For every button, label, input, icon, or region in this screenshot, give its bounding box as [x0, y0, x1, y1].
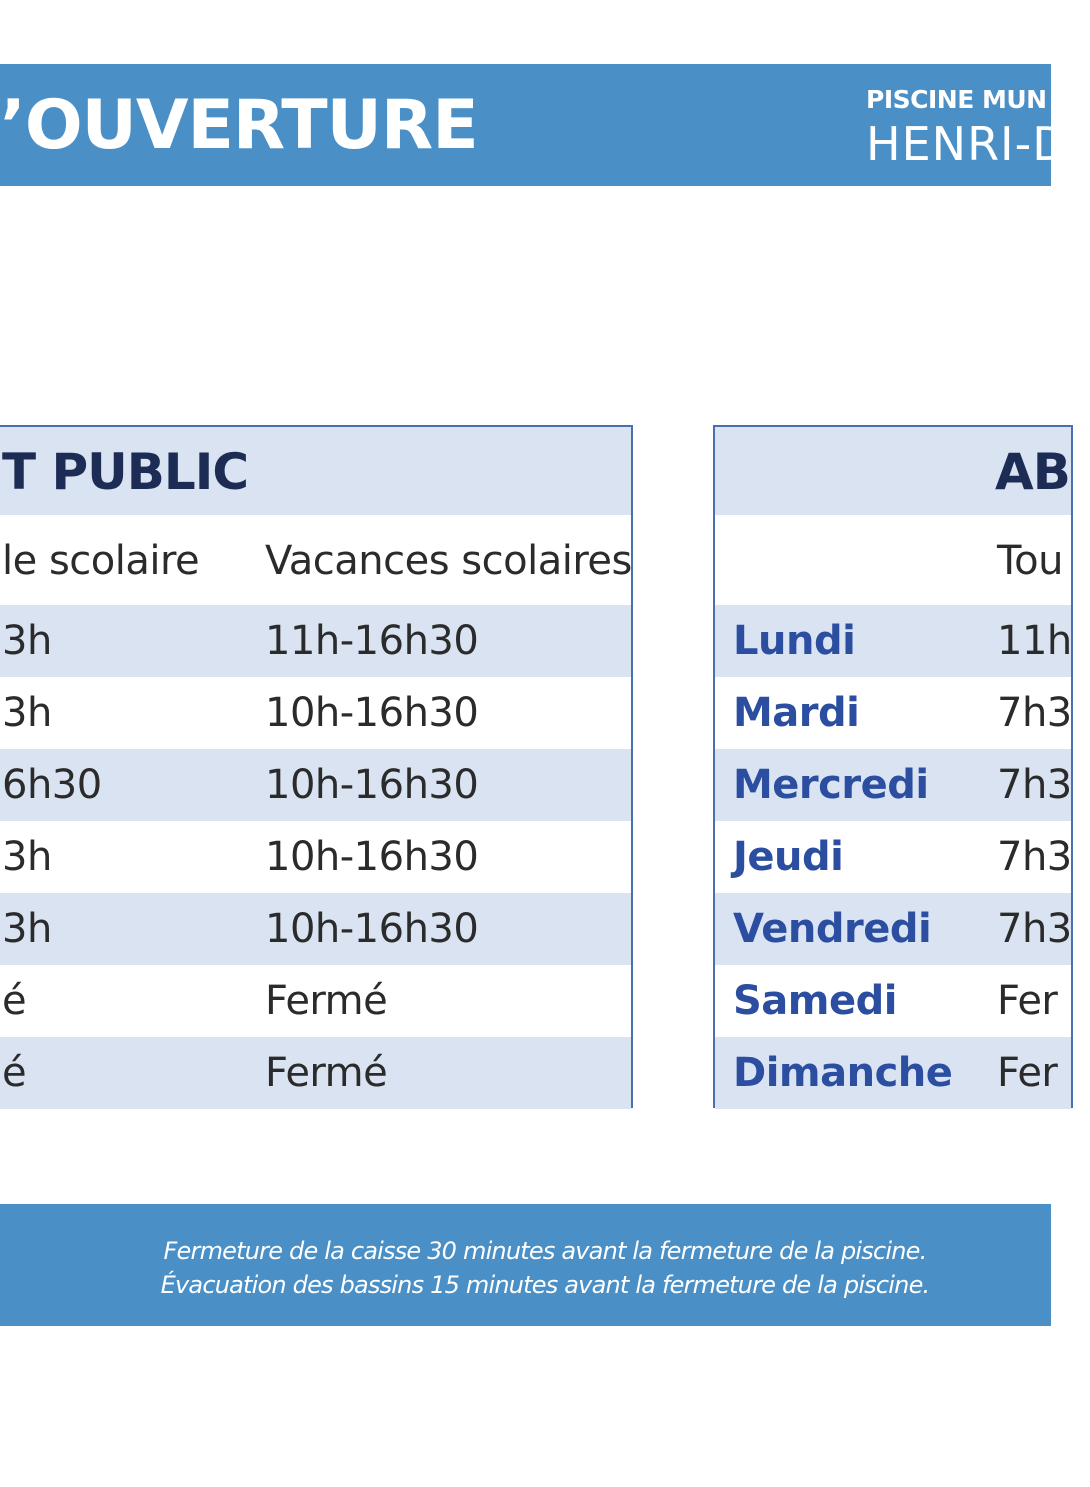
facility-type: PISCINE MUN: [866, 85, 1047, 114]
table-title: AB: [995, 443, 1070, 501]
table-row: [715, 605, 1071, 677]
hours-cell: 7h3: [997, 762, 1072, 808]
vacances-cell: 10h-16h30: [265, 690, 479, 736]
hours-cell: 11h: [997, 618, 1072, 664]
column-headers: [715, 515, 1071, 605]
table-row: [715, 749, 1071, 821]
table-row: [715, 893, 1071, 965]
footer-notice: [0, 1204, 1051, 1326]
column-header-all: Tou: [997, 538, 1063, 584]
footer-note-evacuation: Évacuation des bassins 15 minutes avant la fermeture de la piscine.: [160, 1271, 930, 1299]
page-title: ’OUVERTURE: [0, 86, 478, 165]
day-label: Jeudi: [733, 834, 844, 880]
table-row: [0, 1037, 631, 1109]
table-row: [0, 821, 631, 893]
column-headers: [0, 515, 631, 605]
day-label: Lundi: [733, 618, 856, 664]
period-cell: 6h30: [2, 762, 102, 808]
table-row: [715, 1037, 1071, 1109]
table-row: [715, 677, 1071, 749]
day-label: Mardi: [733, 690, 860, 736]
table-header: [0, 427, 631, 515]
hours-cell: 7h3: [997, 834, 1072, 880]
vacances-cell: 10h-16h30: [265, 906, 479, 952]
table-row: [0, 965, 631, 1037]
period-cell: é: [2, 978, 27, 1024]
day-label: Vendredi: [733, 906, 932, 952]
period-cell: 3h: [2, 834, 52, 880]
public-hours-table: [0, 425, 633, 1108]
hours-cell: 7h3: [997, 690, 1072, 736]
day-label: Dimanche: [733, 1050, 953, 1096]
table-rows: [715, 605, 1071, 1109]
column-header-vacances: Vacances scolaires: [265, 538, 632, 584]
table-row: [0, 749, 631, 821]
hours-cell: 7h3: [997, 906, 1072, 952]
hours-cell: Fer: [997, 978, 1058, 1024]
table-row: [0, 605, 631, 677]
column-header-school-period: le scolaire: [2, 538, 200, 584]
table-rows: [0, 605, 631, 1109]
table-row: [715, 821, 1071, 893]
period-cell: 3h: [2, 906, 52, 952]
vacances-cell: 10h-16h30: [265, 762, 479, 808]
vacances-cell: Fermé: [265, 1050, 388, 1096]
day-label: Samedi: [733, 978, 897, 1024]
table-row: [0, 677, 631, 749]
vacances-cell: 10h-16h30: [265, 834, 479, 880]
vacances-cell: Fermé: [265, 978, 388, 1024]
footer-note-cashier: Fermeture de la caisse 30 minutes avant la fermeture de la piscine.: [163, 1237, 927, 1265]
table-header: [715, 427, 1071, 515]
day-label: Mercredi: [733, 762, 929, 808]
table-row: [0, 893, 631, 965]
period-cell: é: [2, 1050, 27, 1096]
table-title: T PUBLIC: [2, 443, 249, 501]
table-row: [715, 965, 1071, 1037]
period-cell: 3h: [2, 618, 52, 664]
subscriber-hours-table: [713, 425, 1073, 1108]
vacances-cell: 11h-16h30: [265, 618, 479, 664]
facility-name: HENRI-D: [866, 117, 1069, 171]
hours-cell: Fer: [997, 1050, 1058, 1096]
period-cell: 3h: [2, 690, 52, 736]
